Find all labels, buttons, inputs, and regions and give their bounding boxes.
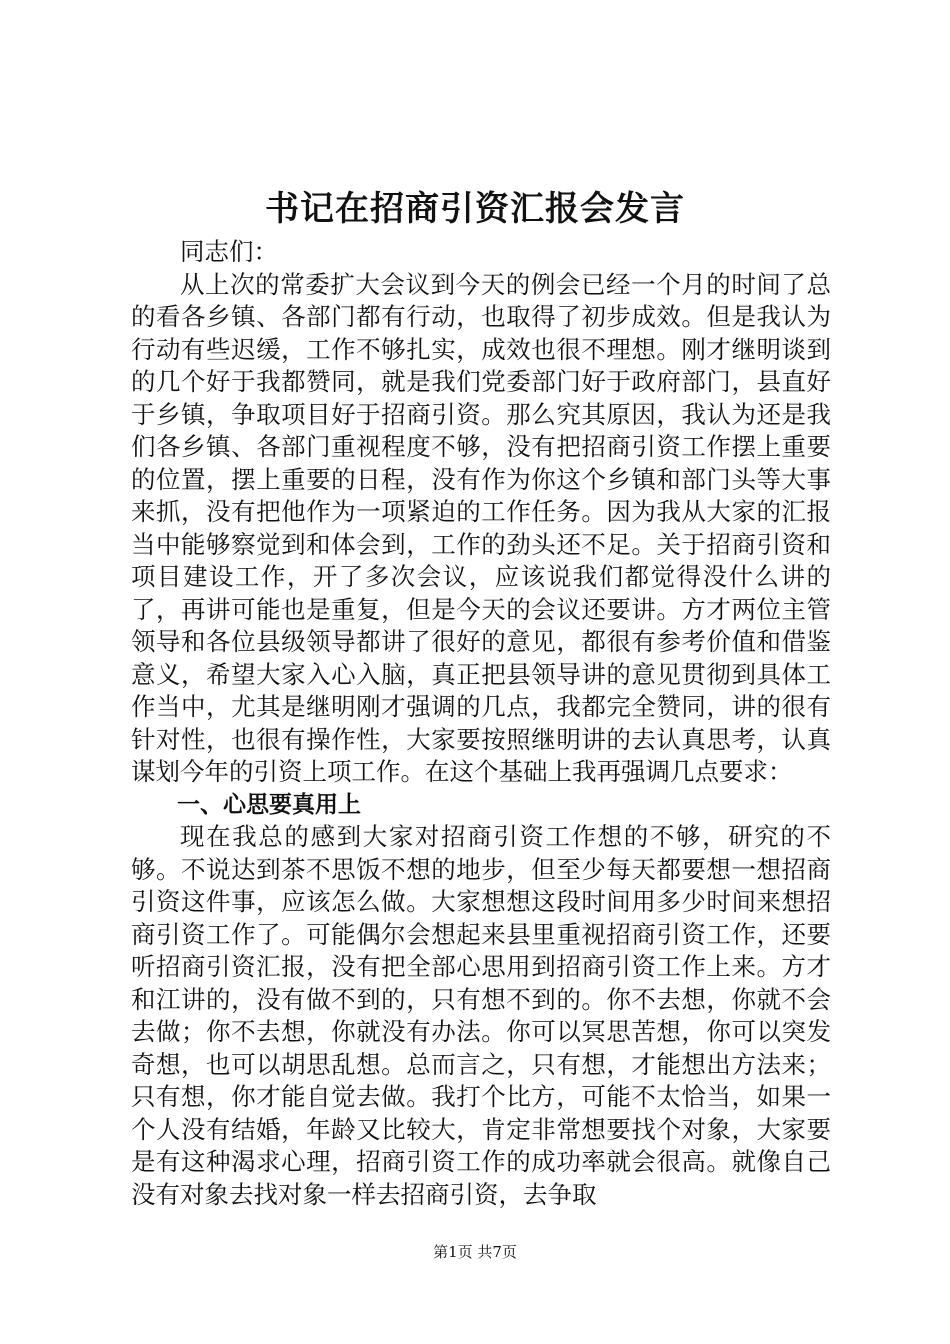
salutation: 同志们： xyxy=(180,237,278,266)
document-title: 书记在招商引资汇报会发言 xyxy=(265,189,685,229)
section-heading: 一、心思要真用上 xyxy=(177,791,361,818)
page-footer: 第1页 共7页 xyxy=(433,1243,517,1261)
paragraph: 从上次的常委扩大会议到今天的例会已经一个月的时间了总的看各乡镇、各部门都有行动，也取得了初步成效。但是我认为行动有些迟缓，工作不够扎实，成效也很不理想。刚才继明谈到的几个好于我都赞同，就是我们党委部门好于政府部门，县直好于乡镇，争取项目好于招商引资。那么究其原因，我认为还是我们各乡镇、各部门重视程度不够，没有把招商引资工作摆上重要的位置，摆上重要的日程，没有作为你这个乡镇和部门头等大事来抓，没有把他作为一项紧迫的工作任务。因为我从大家的汇报当中能够察觉到和体会到，工作的劲头还不足。关于招商引资和项目建设工作，开了多次会议，应该说我们都觉得没什么讲的了，再讲可能也是重复，但是今天的会议还要讲。方才两位主管领导和各位县级领导都讲了很好的意见，都很有参考价值和借鉴意义，希望大家入心入脑，真正把县领导讲的意见贯彻到具体工作当中，尤其是继明刚才强调的几点，我都完全赞同，讲的很有针对性，也很有操作性，大家要按照继明讲的去认真思考，认真谋划今年的引资上项工作。在这个基础上我再强调几点要求： xyxy=(131,269,831,786)
document-body xyxy=(131,236,831,1211)
paragraph: 现在我总的感到大家对招商引资工作想的不够，研究的不够。不说达到茶不思饭不想的地步，但至少每天都要想一想招商引资这件事，应该怎么做。大家想想这段时间用多少时间来想招商引资工作了。可能偶尔会想起来县里重视招商引资工作，还要听招商引资汇报，没有把全部心思用到招商引资工作上来。方才和江讲的，没有做不到的，只有想不到的。你不去想，你就不会去做；你不去想，你就没有办法。你可以冥思苦想，你可以突发奇想，也可以胡思乱想。总而言之，只有想，才能想出方法来；只有想，你才能自觉去做。我打个比方，可能不太恰当，如果一个人没有结婚，年龄又比较大，肯定非常想要找个对象，大家要是有这种渴求心理，招商引资工作的成功率就会很高。就像自己没有对象去找对象一样去招商引资，去争取 xyxy=(131,822,831,1209)
